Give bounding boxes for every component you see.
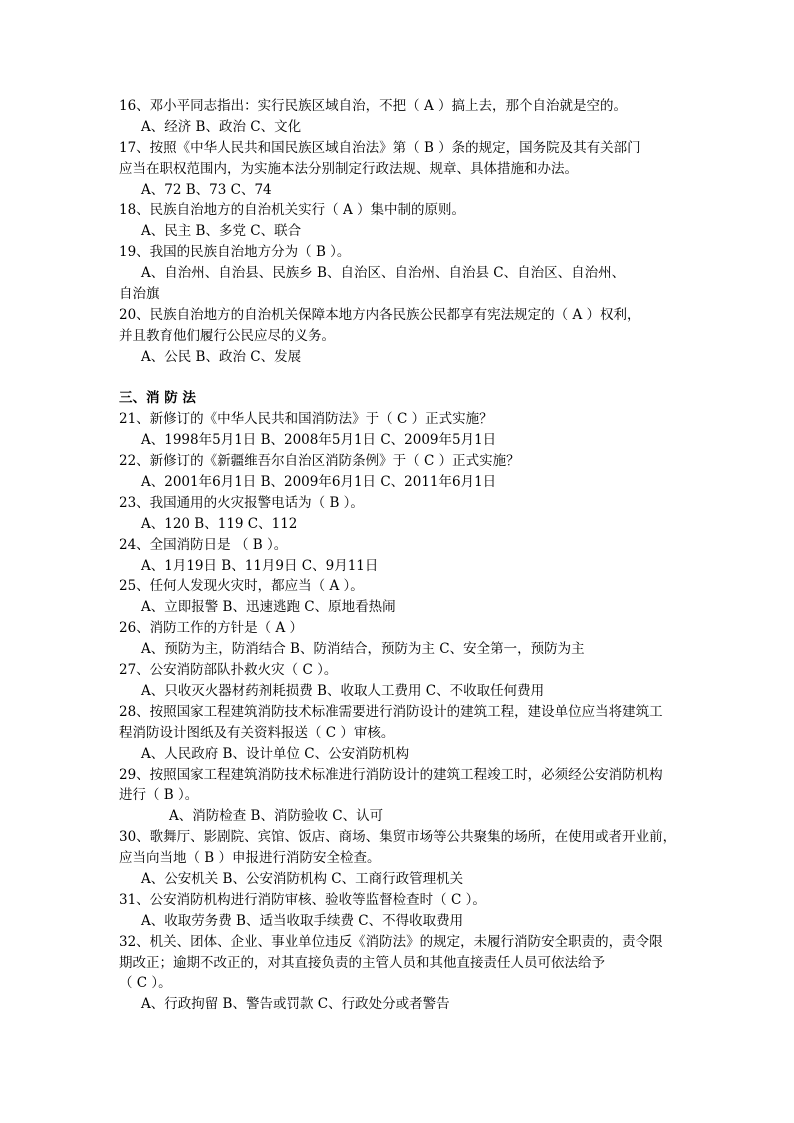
question-line: 16、邓小平同志指出：实行民族区域自治，不把（ A ）搞上去，那个自治就是空的。 xyxy=(119,98,628,114)
question-line: 29、按照国家工程建筑消防技术标准进行消防设计的建筑工程竣工时，必须经公安消防机构 xyxy=(119,766,663,783)
question-line: 20、民族自治地方的自治机关保障本地方内各民族公民都享有宪法规定的（ A ）权利， xyxy=(119,306,641,323)
answer-options: A、行政拘留 B、警告或罚款 C、行政处分或者警告 xyxy=(141,996,450,1013)
section-heading: 三、消 防 法 xyxy=(119,390,196,407)
question-line: 32、机关、团体、企业、事业单位违反《消防法》的规定，未履行消防安全职责的，责令限 xyxy=(119,933,663,950)
answer-options: A、公民 B、政治 C、发展 xyxy=(141,348,302,365)
text-line: 进行（ B ）。 xyxy=(119,787,199,804)
question-line: 21、新修订的《中华人民共和国消防法》于（ C ）正式实施？ xyxy=(119,411,493,428)
question-line: 26、消防工作的方针是（ A ） xyxy=(119,620,304,637)
answer-options: A、公安机关 B、公安消防机构 C、工商行政管理机关 xyxy=(141,870,464,887)
text-line: （ C ）。 xyxy=(119,975,172,992)
answer-options: A、收取劳务费 B、适当收取手续费 C、不得收取费用 xyxy=(141,912,464,929)
text-line: 期改正；逾期不改正的，对其直接负责的主管人员和其他直接责任人员可依法给予 xyxy=(119,954,605,971)
text-line: 应当在职权范围内，为实施本法分别制定行政法规、规章、具体措施和办法。 xyxy=(119,160,578,177)
question-line: 18、民族自治地方的自治机关实行（ A ）集中制的原则。 xyxy=(119,202,466,219)
answer-options: A、自治州、自治县、民族乡 B、自治区、自治州、自治县 C、自治区、自治州、 xyxy=(141,265,626,282)
question-line: 22、新修订的《新疆维吾尔自治区消防条例》于（ C ）正式实施？ xyxy=(119,453,520,470)
question-line: 28、按照国家工程建筑消防技术标准需要进行消防设计的建筑工程，建设单位应当将建筑工 xyxy=(119,703,663,720)
answer-options: A、只收灭火器材药剂耗损费 B、收取人工费用 C、不收取任何费用 xyxy=(141,682,545,699)
question-line: 19、我国的民族自治地方分为（ B ）。 xyxy=(119,244,351,261)
answer-options: A、1月19日 B、11月9日 C、9月11日 xyxy=(141,557,379,574)
answer-options: A、1998年5月1日 B、2008年5月1日 C、2009年5月1日 xyxy=(141,432,497,449)
text-line: 并且教育他们履行公民应尽的义务。 xyxy=(119,327,335,344)
question-line: 24、全国消防日是 （ B ）。 xyxy=(119,536,288,553)
answer-options: A、消防检查 B、消防验收 C、认可 xyxy=(169,808,384,825)
answer-options: A、72 B、73 C、74 xyxy=(141,181,272,198)
blank-line xyxy=(119,368,679,389)
question-line: 31、公安消防机构进行消防审核、验收等监督检查时（ C ）。 xyxy=(119,891,486,908)
text-line: 自治旗 xyxy=(119,286,160,303)
answer-options: A、120 B、119 C、112 xyxy=(141,515,298,532)
answer-options: A、经济 B、政治 C、文化 xyxy=(141,118,302,135)
answer-options: A、立即报警 B、迅速逃跑 C、原地看热闹 xyxy=(141,599,396,616)
document-body xyxy=(119,96,679,1015)
question-line: 23、我国通用的火灾报警电话为（ B ）。 xyxy=(119,494,364,511)
question-line: 25、任何人发现火灾时，都应当（ A ）。 xyxy=(119,578,364,595)
text-line: 应当向当地（ B ）申报进行消防安全检查。 xyxy=(119,850,381,867)
answer-options: A、预防为主，防消结合 B、防消结合，预防为主 C、安全第一，预防为主 xyxy=(141,641,585,658)
text-line: 程消防设计图纸及有关资料报送（ C ）审核。 xyxy=(119,724,395,741)
question-line: 17、按照《中华人民共和国民族区域自治法》第（ B ）条的规定，国务院及其有关部门 xyxy=(119,139,641,156)
answer-options: A、民主 B、多党 C、联合 xyxy=(141,223,302,240)
answer-options: A、人民政府 B、设计单位 C、公安消防机构 xyxy=(141,745,410,762)
question-line: 27、公安消防部队扑救火灾（ C ）。 xyxy=(119,662,338,679)
question-line: 30、歌舞厅、影剧院、宾馆、饭店、商场、集贸市场等公共聚集的场所，在使用或者开业前， xyxy=(119,829,677,846)
answer-options: A、2001年6月1日 B、2009年6月1日 C、2011年6月1日 xyxy=(141,474,497,491)
